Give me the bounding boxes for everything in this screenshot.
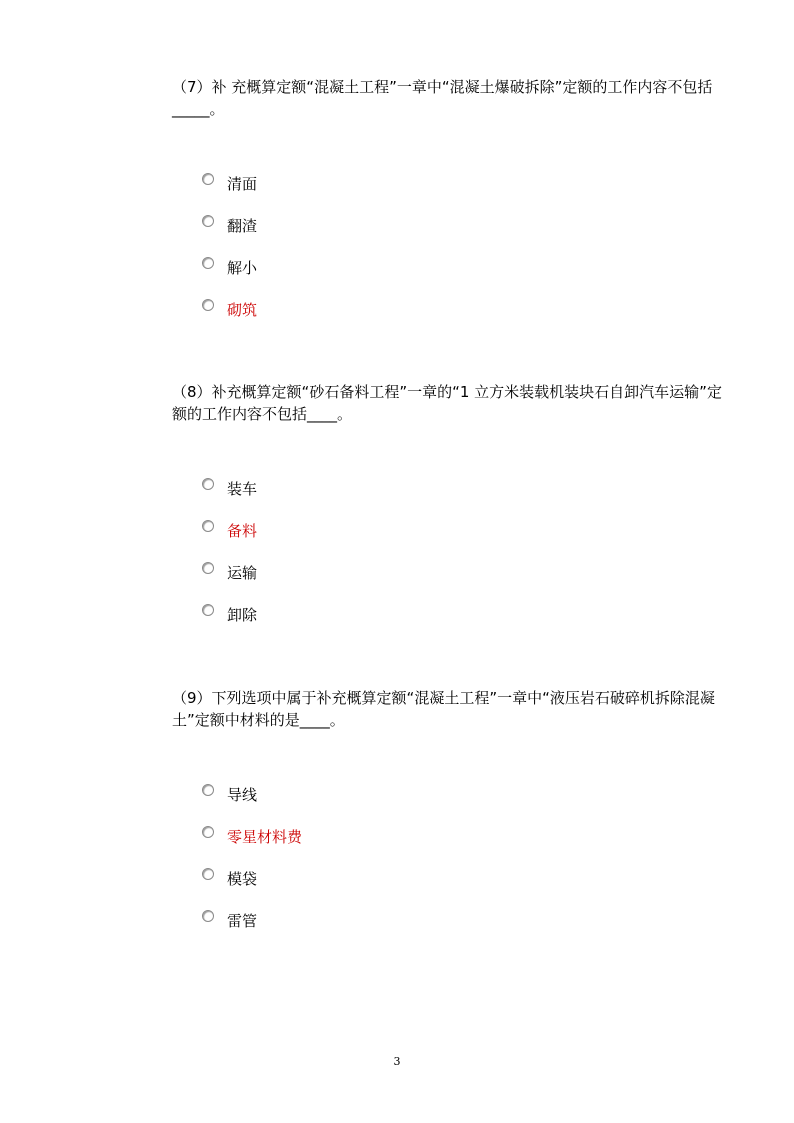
option-label: 解小 bbox=[227, 259, 258, 277]
option-label: 模袋 bbox=[227, 870, 258, 888]
radio-button[interactable] bbox=[202, 562, 214, 574]
question-text: （8）补充概算定额“砂石备料工程”一章的“1 立方米装载机装块石自卸汽车运输”定额的工作内容不包括____。 bbox=[172, 383, 722, 423]
radio-button[interactable] bbox=[202, 784, 214, 796]
option-list bbox=[172, 172, 732, 340]
option-item[interactable] bbox=[202, 825, 732, 867]
radio-button[interactable] bbox=[202, 173, 214, 185]
option-list bbox=[172, 783, 732, 951]
option-item[interactable] bbox=[202, 256, 732, 298]
radio-button[interactable] bbox=[202, 299, 214, 311]
radio-button[interactable] bbox=[202, 826, 214, 838]
option-item[interactable] bbox=[202, 298, 732, 340]
radio-button[interactable] bbox=[202, 215, 214, 227]
question-7 bbox=[172, 76, 732, 340]
question-8 bbox=[172, 381, 732, 645]
radio-button[interactable] bbox=[202, 478, 214, 490]
option-label: 翻渣 bbox=[227, 217, 258, 235]
page-number: 3 bbox=[393, 1055, 401, 1068]
radio-button[interactable] bbox=[202, 257, 214, 269]
radio-button[interactable] bbox=[202, 520, 214, 532]
option-item[interactable] bbox=[202, 561, 732, 603]
option-item[interactable] bbox=[202, 519, 732, 561]
option-label: 雷管 bbox=[227, 912, 258, 930]
radio-button[interactable] bbox=[202, 868, 214, 880]
option-item[interactable] bbox=[202, 783, 732, 825]
option-item[interactable] bbox=[202, 214, 732, 256]
question-text: （7）补 充概算定额“混凝土工程”一章中“混凝土爆破拆除”定额的工作内容不包括_____。 bbox=[172, 78, 713, 118]
option-item[interactable] bbox=[202, 172, 732, 214]
radio-button[interactable] bbox=[202, 910, 214, 922]
option-label-correct: 备料 bbox=[227, 522, 258, 540]
option-label: 运输 bbox=[227, 564, 258, 582]
radio-button[interactable] bbox=[202, 604, 214, 616]
option-item[interactable] bbox=[202, 909, 732, 951]
option-label: 导线 bbox=[227, 786, 258, 804]
question-9 bbox=[172, 687, 732, 951]
option-item[interactable] bbox=[202, 867, 732, 909]
option-label: 清面 bbox=[227, 175, 258, 193]
option-label-correct: 零星材料费 bbox=[227, 828, 303, 846]
option-label: 装车 bbox=[227, 480, 258, 498]
option-list bbox=[172, 477, 732, 645]
option-item[interactable] bbox=[202, 603, 732, 645]
option-label: 卸除 bbox=[227, 606, 258, 624]
question-text: （9）下列选项中属于补充概算定额“混凝土工程”一章中“液压岩石破碎机拆除混凝土”定额中材料的是____。 bbox=[172, 689, 715, 729]
option-label-correct: 砌筑 bbox=[227, 301, 258, 319]
option-item[interactable] bbox=[202, 477, 732, 519]
